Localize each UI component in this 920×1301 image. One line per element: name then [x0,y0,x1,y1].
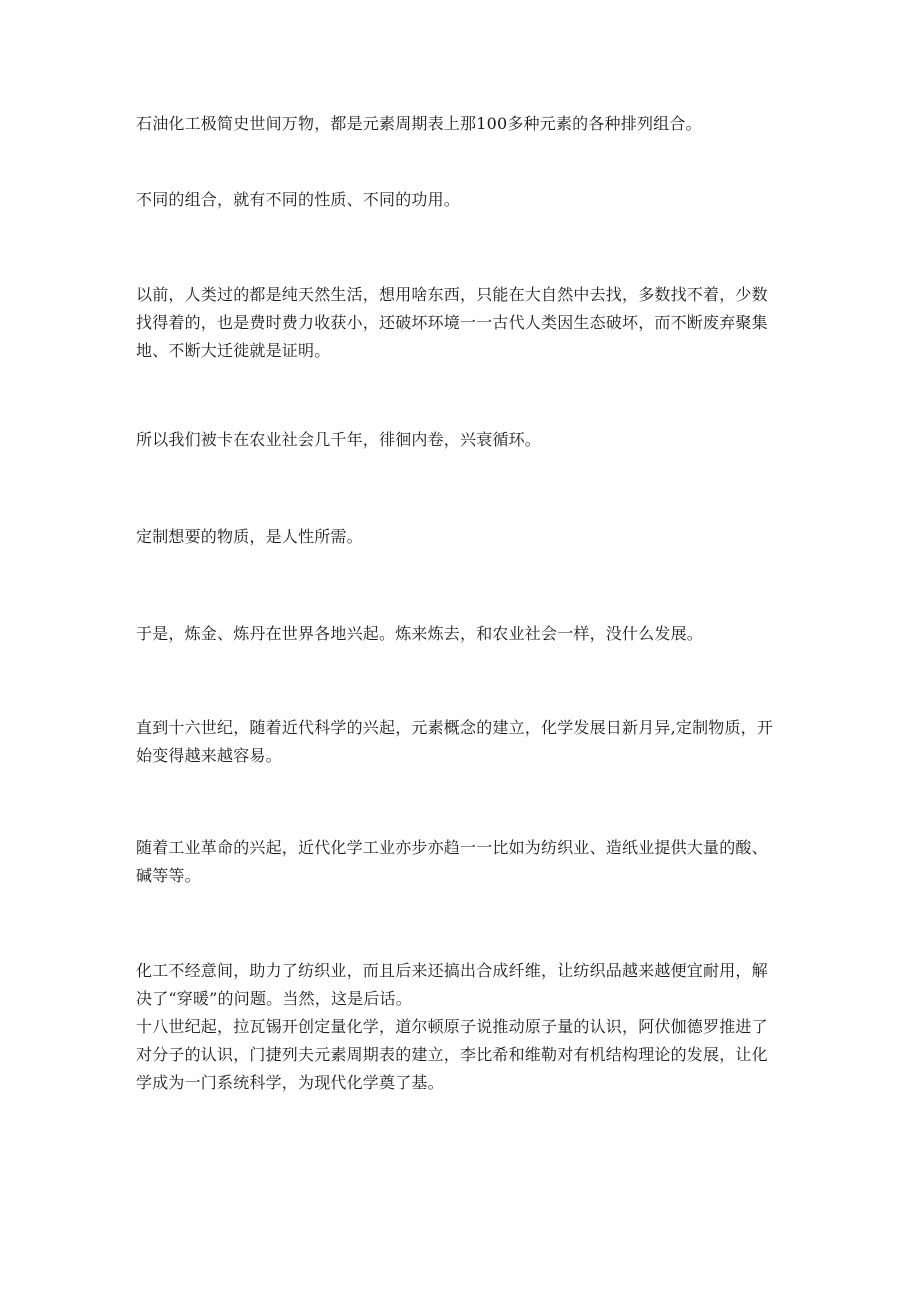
paragraph-6: 于是，炼金、炼丹在世界各地兴起。炼来炼去，和农业社会一样，没什么发展。 [136,624,704,643]
paragraph-7: 直到十六世纪，随着近代科学的兴起，元素概念的建立，化学发展日新月异,定制物质，开始变得越来越容易。 [136,718,774,765]
paragraph-9: 化工不经意间，助力了纺织业，而且后来还搞出合成纤维，让纺织品越来越便宜耐用，解决了“穿暖”的问题。当然，这是后话。 十八世纪起，拉瓦锡开创定量化学，道尔顿原子说推动原子量的认识，阿伏伽德罗推进了对分子的认识，门捷列夫元素周期表的建立，李比希和维勒对有机结构理论的发展，让化学成为一门系统科学，为现代化学奠了基。 [136,961,768,1092]
paragraph-5: 定制想要的物质，是人性所需。 [136,527,363,546]
paragraph-4: 所以我们被卡在农业社会几千年，徘徊内卷，兴衰循环。 [136,430,542,449]
paragraph-2: 不同的组合，就有不同的性质、不同的功用。 [136,190,461,209]
paragraph-1: 石油化工极简史世间万物，都是元素周期表上那100多种元素的各种排列组合。 [136,114,702,133]
paragraph-8: 随着工业革命的兴起，近代化学工业亦步亦趋一一比如为纺织业、造纸业提供大量的酸、碱等等。 [136,838,768,885]
paragraph-3: 以前，人类过的都是纯天然生活，想用啥东西，只能在大自然中去找，多数找不着，少数找得着的，也是费时费力收获小，还破坏环境一一古代人类因生态破坏，而不断废弃聚集地、不断大迁徙就是证明。 [136,285,768,360]
